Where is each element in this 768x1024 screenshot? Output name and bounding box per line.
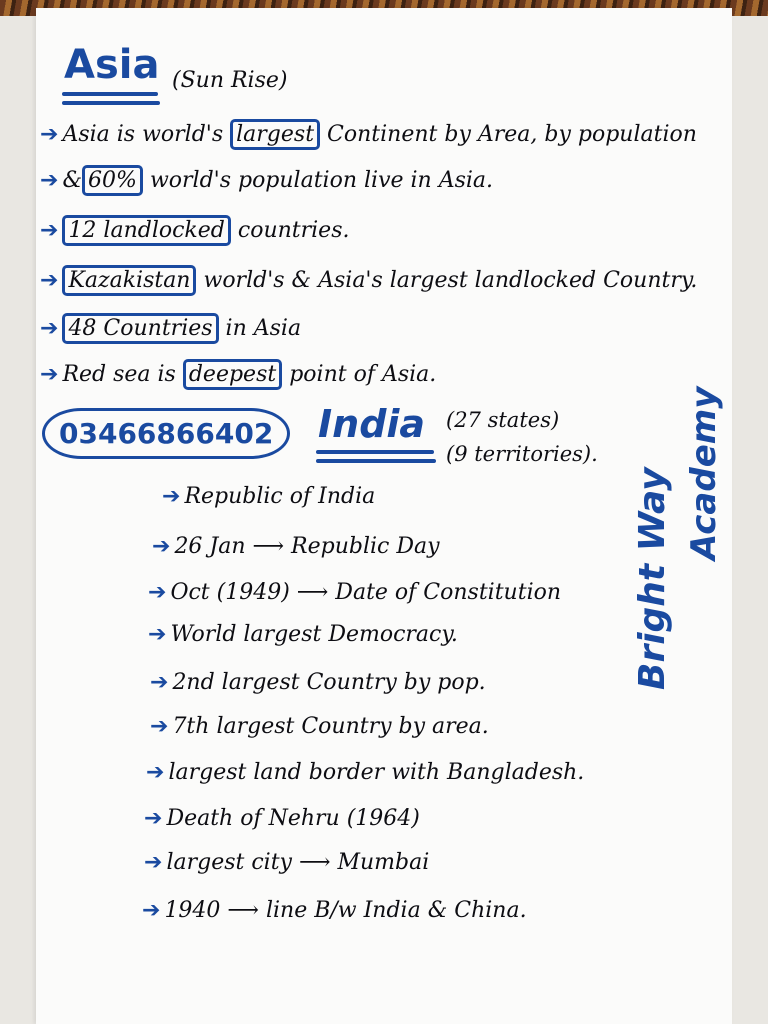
- asia-line-pre: Red sea is: [62, 362, 176, 387]
- arrow-right-icon: ➔: [148, 580, 167, 605]
- asia-line-post: world's population live in Asia.: [149, 168, 494, 193]
- asia-title-underline: [62, 92, 158, 96]
- highlight-box: 48 Countries: [62, 313, 218, 344]
- india-item-4: [148, 622, 458, 647]
- india-title: India: [318, 402, 426, 446]
- highlight-box: deepest: [183, 359, 282, 390]
- india-territories: (9 territories).: [446, 442, 598, 466]
- highlight-box: largest: [230, 119, 320, 150]
- watermark-bright-way: Bright Way: [632, 467, 673, 690]
- asia-line-2: [40, 168, 493, 193]
- asia-line-post: point of Asia.: [289, 362, 437, 387]
- india-item-text: largest city ⟶ Mumbai: [166, 850, 430, 875]
- india-item-text: Death of Nehru (1964): [166, 806, 420, 831]
- arrow-right-icon: ➔: [40, 218, 59, 243]
- arrow-right-icon: ➔: [150, 714, 169, 739]
- india-item-2: [152, 534, 440, 559]
- arrow-right-icon: ➔: [144, 806, 163, 831]
- india-item-10: [142, 898, 527, 923]
- asia-line-4: [40, 268, 697, 293]
- india-item-text: 1940 ⟶ line B/w India & China.: [164, 898, 527, 923]
- asia-title-underline-2: [62, 101, 160, 105]
- arrow-right-icon: ➔: [40, 168, 59, 193]
- india-item-3: [148, 580, 561, 605]
- india-item-7: [146, 760, 584, 785]
- india-item-text: Republic of India: [184, 484, 376, 509]
- highlight-box: Kazakistan: [62, 265, 196, 296]
- india-title-underline: [316, 450, 434, 454]
- asia-line-post: in Asia: [225, 316, 302, 341]
- arrow-right-icon: ➔: [40, 122, 59, 147]
- asia-line-5: [40, 316, 301, 341]
- asia-line-post: world's & Asia's largest landlocked Country.: [203, 268, 698, 293]
- india-item-9: [144, 850, 429, 875]
- india-item-text: 26 Jan ⟶ Republic Day: [174, 534, 440, 559]
- watermark-academy: Academy: [684, 386, 724, 560]
- asia-line-post: Continent by Area, by population: [327, 122, 697, 147]
- asia-line-1: [40, 122, 697, 147]
- india-item-text: largest land border with Bangladesh.: [168, 760, 585, 785]
- arrow-right-icon: ➔: [40, 268, 59, 293]
- asia-line-pre: Asia is world's: [62, 122, 224, 147]
- arrow-right-icon: ➔: [152, 534, 171, 559]
- asia-line-3: [40, 218, 349, 243]
- india-item-5: [150, 670, 486, 695]
- india-item-text: World largest Democracy.: [170, 622, 458, 647]
- arrow-right-icon: ➔: [142, 898, 161, 923]
- arrow-right-icon: ➔: [148, 622, 167, 647]
- asia-title: Asia: [64, 42, 160, 88]
- india-title-underline-2: [316, 459, 436, 463]
- asia-line-post: countries.: [237, 218, 350, 243]
- india-item-text: Oct (1949) ⟶ Date of Constitution: [170, 580, 562, 605]
- highlight-box: 12 landlocked: [62, 215, 230, 246]
- arrow-right-icon: ➔: [40, 316, 59, 341]
- arrow-right-icon: ➔: [144, 850, 163, 875]
- india-item-6: [150, 714, 489, 739]
- arrow-right-icon: ➔: [146, 760, 165, 785]
- arrow-right-icon: ➔: [150, 670, 169, 695]
- arrow-right-icon: ➔: [162, 484, 181, 509]
- asia-line-pre: &: [62, 168, 83, 193]
- india-states: (27 states): [446, 408, 560, 432]
- india-item-8: [144, 806, 420, 831]
- india-item-1: [162, 484, 375, 509]
- highlight-box: 60%: [82, 165, 143, 196]
- india-item-text: 7th largest Country by area.: [172, 714, 489, 739]
- india-item-text: 2nd largest Country by pop.: [172, 670, 486, 695]
- asia-line-6: [40, 362, 436, 387]
- asia-subtitle: (Sun Rise): [172, 68, 288, 93]
- arrow-right-icon: ➔: [40, 362, 59, 387]
- phone-number: 03466866402: [42, 408, 290, 459]
